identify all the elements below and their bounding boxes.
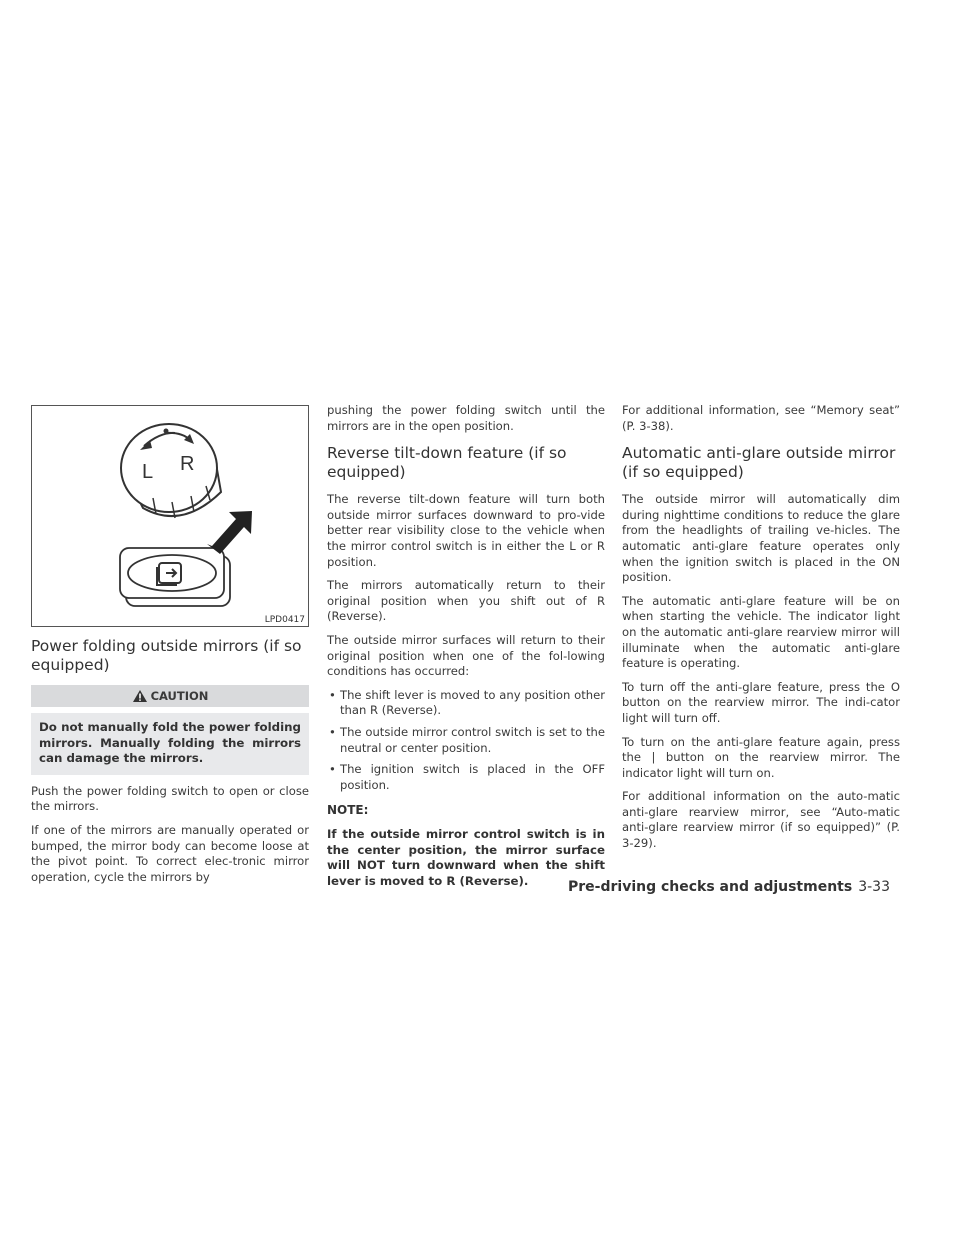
paragraph: The automatic anti-glare feature will be on when starting the vehicle. The indicator light on the automatic anti-glare rearview mirror will illuminate when the automatic anti-glare feature is operating.: [622, 593, 900, 671]
heading-reverse-tilt-down: Reverse tilt-down feature (if so equipped): [327, 444, 567, 482]
paragraph: For additional information on the auto-matic anti-glare rearview mirror, see “Auto-matic anti-glare rearview mirror (if so equipped)” (P. 3-29).: [622, 789, 900, 851]
page-number: 3-33: [858, 879, 890, 895]
list-item: • The shift lever is moved to any position other than R (Reverse).: [327, 688, 605, 719]
warning-icon: [132, 689, 148, 703]
paragraph: pushing the power folding switch until the mirrors are in the open position.: [327, 403, 605, 433]
column-3: [622, 403, 900, 860]
column-1: [31, 403, 309, 893]
paragraph: The outside mirror will automatically dim during nighttime conditions to reduce the glare from the headlights of trailing ve-hicles. The automatic anti-glare feature operates only when the ignition switch is placed in the ON position.: [622, 492, 900, 585]
caution-text: Do not manually fold the power folding mirrors. Manually folding the mirrors can damage the mirrors.: [31, 713, 309, 775]
paragraph: For additional information, see “Memory seat” (P. 3-38).: [622, 403, 900, 433]
knob-label-r: R: [180, 453, 195, 475]
column-2: [327, 403, 605, 890]
note-label: NOTE:: [327, 803, 369, 818]
paragraph: The reverse tilt-down feature will turn both outside mirror surfaces downward to pro-vide better rear visibility close to the vehicle when the mirror control switch is in either the L or R position.: [327, 492, 605, 569]
mirror-switch-figure: [31, 405, 309, 627]
figure-id: LPD0417: [264, 615, 305, 625]
caution-label: CAUTION: [150, 689, 209, 703]
paragraph: Push the power folding switch to open or close the mirrors.: [31, 783, 309, 814]
note-text: If the outside mirror control switch is in the center position, the mirror surface will NOT turn downward when the shift lever is moved to R (Reverse).: [327, 827, 605, 889]
page-footer: [568, 879, 890, 895]
mirror-switch-illustration: [32, 406, 308, 626]
heading-anti-glare: Automatic anti-glare outside mirror (if so equipped): [622, 444, 896, 482]
paragraph: To turn off the anti-glare feature, press the O button on the rearview mirror. The indi-cator light will turn off.: [622, 679, 900, 725]
list-item: • The ignition switch is placed in the OFF position.: [327, 762, 605, 793]
paragraph: If one of the mirrors are manually operated or bumped, the mirror body can become loose at the pivot point. To correct elec-tronic mirror operation, cycle the mirrors by: [31, 822, 309, 884]
caution-header: [31, 685, 309, 707]
paragraph: The outside mirror surfaces will return to their original position when one of the fol-lowing conditions has occurred:: [327, 632, 605, 679]
knob-label-l: L: [142, 461, 154, 483]
list-item: • The outside mirror control switch is set to the neutral or center position.: [327, 725, 605, 756]
heading-power-folding: Power folding outside mirrors (if so equipped): [31, 637, 302, 674]
paragraph: To turn on the anti-glare feature again, press the | button on the rearview mirror. The indicator light will turn on.: [622, 734, 900, 780]
footer-section-title: Pre-driving checks and adjustments: [568, 879, 853, 895]
conditions-list: [327, 688, 605, 794]
paragraph: The mirrors automatically return to their original position when you shift out of R (Reverse).: [327, 578, 605, 624]
